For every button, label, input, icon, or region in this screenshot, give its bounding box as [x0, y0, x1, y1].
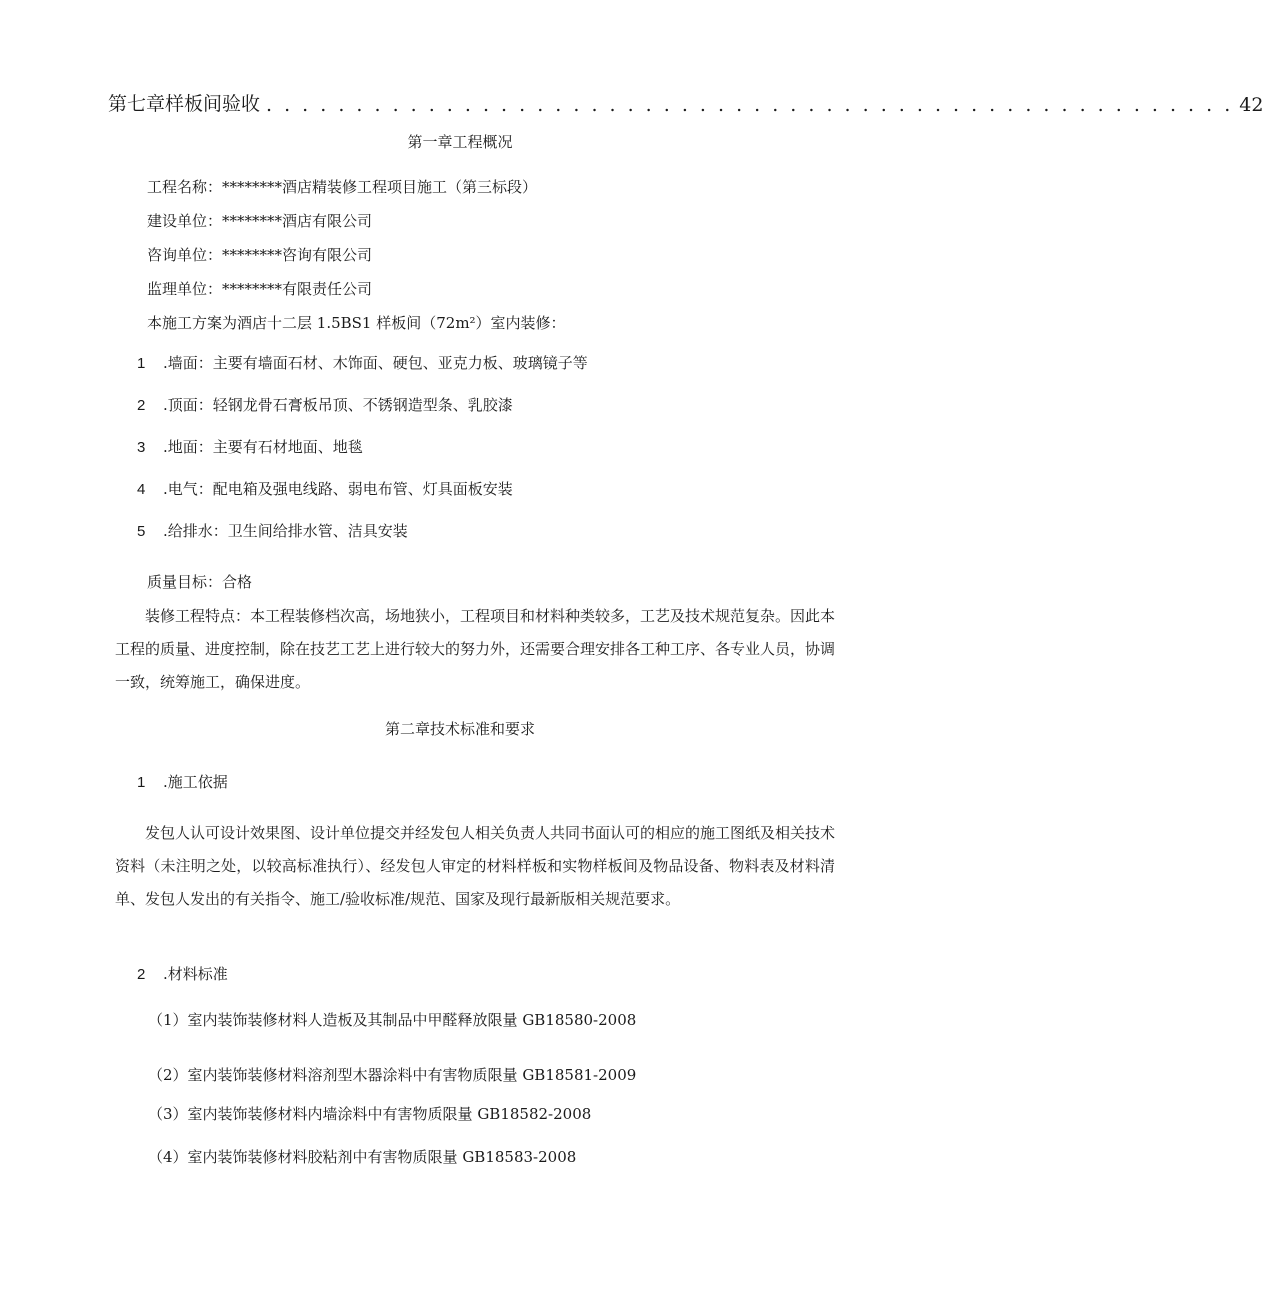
standard-item: （2）室内装饰装修材料溶剂型木器涂料中有害物质限量 GB18581-2009 [148, 1066, 637, 1084]
section-title-text: .施工依据 [163, 773, 228, 791]
list-item [137, 478, 513, 501]
standard-item: （3）室内装饰装修材料内墙涂料中有害物质限量 GB18582-2008 [148, 1105, 592, 1123]
section-title [137, 771, 228, 794]
list-item-text: .墙面：主要有墙面石材、木饰面、硬包、亚克力板、玻璃镜子等 [163, 354, 588, 372]
list-item-number: 5 [137, 523, 146, 540]
list-item [137, 352, 588, 375]
toc-title: 第七章样板间验收 [108, 93, 261, 115]
list-item-number: 1 [137, 355, 146, 372]
list-item-text: .给排水：卫生间给排水管、洁具安装 [163, 522, 408, 540]
quality-target: 质量目标：合格 [147, 573, 253, 591]
list-item-number: 3 [137, 439, 146, 456]
list-item [137, 436, 363, 459]
construction-basis-paragraph: 发包人认可设计效果图、设计单位提交并经发包人相关负责人共同书面认可的相应的施工图纸及相关技术资料（未注明之处，以较高标准执行）、经发包人审定的材料样板和实物样板间及物品设备、物料表及材料清单、发包人发出的有关指令、施工/验收标准/规范、国家及现行最新版相关规范要求。 [115, 824, 836, 908]
list-item [137, 520, 408, 543]
list-item-text: .顶面：轻钢龙骨石膏板吊顶、不锈钢造型条、乳胶漆 [163, 396, 513, 414]
owner-unit: 建设单位：********酒店有限公司 [147, 212, 373, 230]
chapter1-heading: 第一章工程概况 [407, 133, 513, 151]
toc-page-number: 42 [1239, 94, 1263, 116]
standard-item: （4）室内装饰装修材料胶粘剂中有害物质限量 GB18583-2008 [148, 1148, 577, 1166]
chapter2-heading: 第二章技术标准和要求 [384, 720, 535, 738]
section-title [137, 963, 228, 986]
toc-entry[interactable] [108, 86, 1263, 116]
section-title-text: .材料标准 [163, 965, 228, 983]
consultant-unit: 咨询单位：********咨询有限公司 [147, 246, 373, 264]
project-features-paragraph: 装修工程特点：本工程装修档次高，场地狭小，工程项目和材料种类较多，工艺及技术规范复杂。因此本工程的质量、进度控制，除在技艺工艺上进行较大的努力外，还需要合理安排各工种工序、各专业人员，协调一致，统筹施工，确保进度。 [115, 607, 836, 691]
list-item-text: .电气：配电箱及强电线路、弱电布管、灯具面板安装 [163, 480, 513, 498]
list-item-number: 2 [137, 397, 146, 414]
section-number: 1 [137, 774, 146, 791]
standard-item: （1）室内装饰装修材料人造板及其制品中甲醛释放限量 GB18580-2008 [148, 1011, 637, 1029]
toc-leader: . . . . . . . . . . . . . . . . . . . . . . . . . . . . . . . . . . . . . . . . . . . . . . . . . . . . . . [266, 94, 1234, 116]
supervisor-unit: 监理单位：********有限责任公司 [147, 280, 373, 298]
list-item [137, 394, 513, 417]
project-name: 工程名称：********酒店精装修工程项目施工（第三标段） [147, 178, 538, 196]
list-item-text: .地面：主要有石材地面、地毯 [163, 438, 363, 456]
scope-statement: 本施工方案为酒店十二层 1.5BS1 样板间（72m²）室内装修： [147, 314, 566, 332]
list-item-number: 4 [137, 481, 146, 498]
section-number: 2 [137, 966, 146, 983]
